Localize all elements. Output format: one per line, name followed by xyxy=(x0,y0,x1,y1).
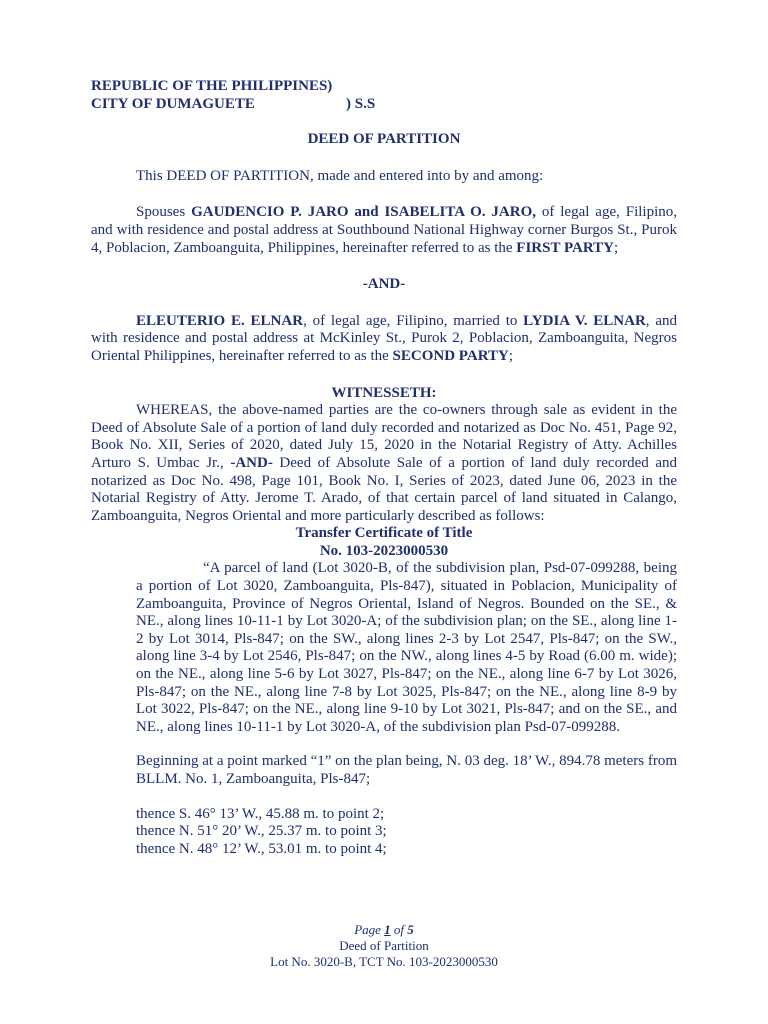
tct-number: No. 103-2023000530 xyxy=(319,542,449,559)
second-party-suffix: ; xyxy=(508,347,514,364)
first-party-names: GAUDENCIO P. JARO and ISABELITA O. JARO, xyxy=(191,204,536,221)
header-city xyxy=(91,96,677,114)
header-city-name: CITY OF DUMAGUETE xyxy=(91,95,255,112)
first-party-label: FIRST PARTY xyxy=(516,239,614,256)
first-party-paragraph xyxy=(91,204,677,257)
footer-lot-ref: Lot No. 3020-B, TCT No. 103-2023000530 xyxy=(270,954,498,969)
document-page xyxy=(91,78,677,858)
second-party-spouse: LYDIA V. ELNAR xyxy=(523,312,646,329)
header-republic: REPUBLIC OF THE PHILIPPINES) xyxy=(91,78,333,94)
page-indicator xyxy=(0,922,768,938)
tct-title: Transfer Certificate of Title xyxy=(295,525,473,542)
whereas-paragraph xyxy=(91,402,677,525)
first-party-prefix: Spouses xyxy=(136,204,192,221)
second-party-details-2: , and with residence and postal address at McKinley St., Purok 2, Poblacion, Zamboanguita, Negros Oriental Philippines, hereinafter referred to as the xyxy=(91,312,678,364)
thence-line: thence S. 46° 13’ W., 45.88 m. to point 2; xyxy=(136,805,385,822)
whereas-part1: WHEREAS, the above-named parties are the co-owners through sale as evident in the Deed of Absolute Sale of a portion of land duly recorded and notarized as Doc No. 451, Page 92, Book No. XII, Series of 2020, dated July 15, 2020 in the Notarial Registry of Atty. Achilles Arturo S. Umbac Jr., xyxy=(91,402,677,471)
second-party-name: ELEUTERIO E. ELNAR xyxy=(136,312,304,329)
second-party-label: SECOND PARTY xyxy=(392,347,509,364)
page-footer xyxy=(0,922,768,970)
whereas-and: -AND- xyxy=(230,454,273,471)
intro-paragraph: This DEED OF PARTITION, made and entered into by and among: xyxy=(136,167,544,184)
witnesseth-heading: WITNESSETH: xyxy=(331,384,437,401)
page-total: 5 xyxy=(407,922,414,937)
page-label: Page xyxy=(354,922,385,937)
footer-doc-name: Deed of Partition xyxy=(339,938,429,953)
document-title: DEED OF PARTITION xyxy=(307,131,461,148)
second-party-paragraph xyxy=(91,313,677,366)
beginning-paragraph: Beginning at a point marked “1” on the plan being, N. 03 deg. 18’ W., 894.78 meters from BLLM. No. 1, Zamboanguita, Pls-847; xyxy=(136,753,677,787)
page-of-label: of xyxy=(390,922,408,937)
thence-list xyxy=(91,806,677,859)
whereas-part2: Deed of Absolute Sale of a portion of land duly recorded and notarized as Doc No. 498, Page 101, Book No. I, Series of 2023, dated June 06, 2023 in the Notarial Registry of Atty. Jerome T. Arado, of that certain parcel of land situated in Calango, Zamboanguita, Negros Oriental and more particularly described as follows: xyxy=(91,454,677,524)
thence-line: thence N. 51° 20’ W., 25.37 m. to point 3; xyxy=(136,823,387,840)
page-number: 1 xyxy=(384,922,391,937)
first-party-details: of legal age, Filipino, and with residence and postal address at Southbound National Highway corner Burgos St., Purok 4, Poblacion, Zamboanguita, Philippines, hereinafter referred to as the xyxy=(91,204,677,256)
first-party-suffix: ; xyxy=(613,239,619,256)
thence-line: thence N. 48° 12’ W., 53.01 m. to point 4; xyxy=(136,840,387,857)
second-party-details-1: , of legal age, Filipino, married to xyxy=(303,312,524,329)
land-description: “A parcel of land (Lot 3020-B, of the subdivision plan, Psd-07-099288, being a portion of Lot 3020, Zamboanguita, Pls-847), situated in Poblacion, Municipality of Zamboanguita, Province of Negros Oriental, Island of Negros. Bounded on the SE., & NE., along lines 10-11-1 by Lot 3020-A; of the subdivision plan; on the SE., along line 1-2 by Lot 3014, Pls-847; on the SW., along lines 2-3 by Lot 2547, Pls-847; on the SW., along line 3-4 by Lot 2546, Pls-847; on the NW., along lines 4-5 by Road (6.00 m. wide); on the NE., along line 5-6 by Lot 3027, Pls-847; on the NE., along line 6-7 by Lot 3026, Pls-847; on the NE., along line 7-8 by Lot 3025, Pls-847; on the NE., along line 8-9 by Lot 3022, Pls-847; on the NE., along line 9-10 by Lot 3021, Pls-847; and on the SE., and NE., along lines 10-11-1 by Lot 3020-A, of the subdivision plan Psd-07-099288. xyxy=(136,560,677,735)
header-ss: ) S.S xyxy=(346,95,376,112)
and-separator: -AND- xyxy=(362,276,406,293)
